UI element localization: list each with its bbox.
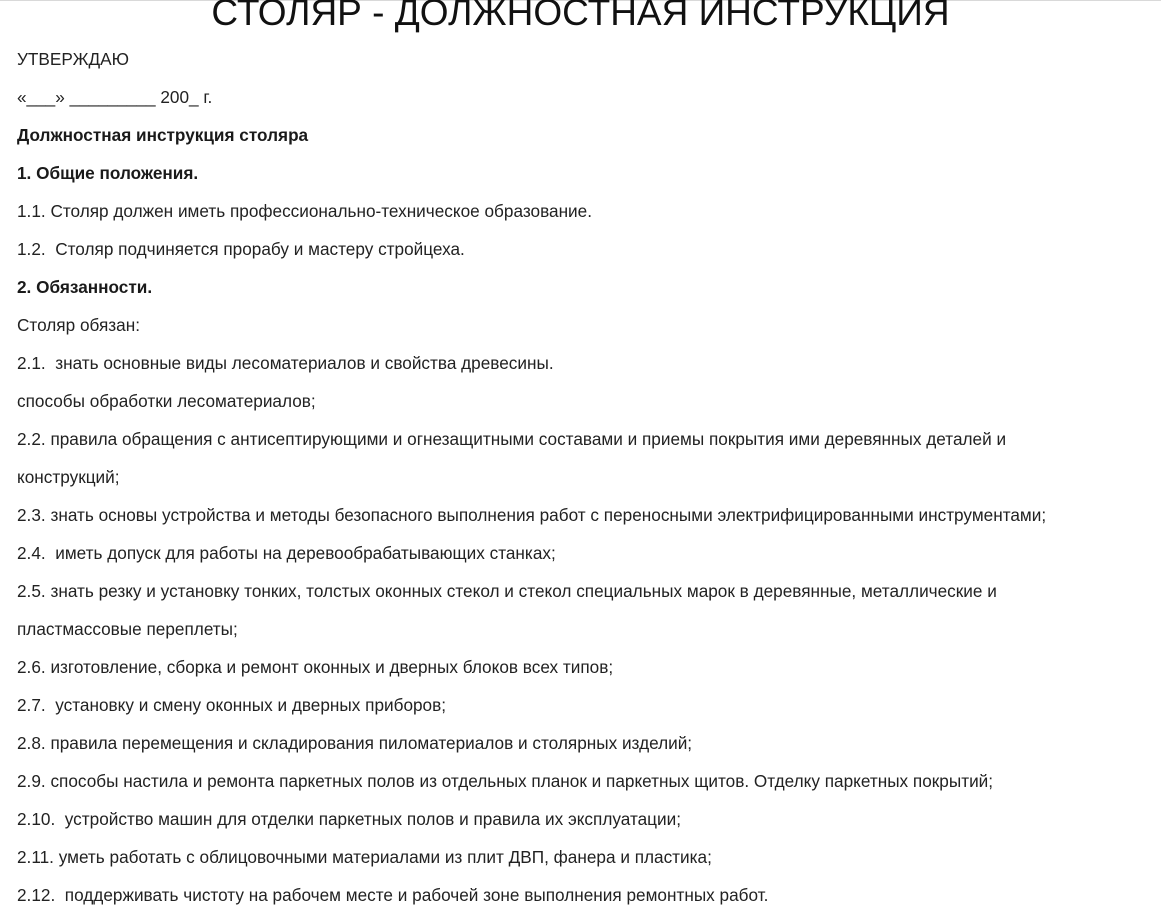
section-1-item: 1.1. Столяр должен иметь профессионально-техническое образование. — [17, 201, 592, 221]
section-2-line: пластмассовые переплеты; — [17, 619, 238, 639]
section-2-heading: 2. Обязанности. — [17, 277, 153, 297]
section-2-line: 2.9. способы настила и ремонта паркетных полов из отдельных планок и паркетных щитов. Отделку паркетных покрытий; — [17, 771, 994, 791]
section-2-line: 2.1. знать основные виды лесоматериалов и свойства древесины. — [17, 353, 554, 373]
page-title: СТОЛЯР - ДОЛЖНОСТНАЯ ИНСТРУКЦИЯ — [211, 0, 950, 33]
section-2-intro: Столяр обязан: — [17, 315, 140, 335]
section-2-line: конструкций; — [17, 467, 120, 487]
section-2-line: 2.6. изготовление, сборка и ремонт оконных и дверных блоков всех типов; — [17, 657, 614, 677]
section-2-line: 2.5. знать резку и установку тонких, толстых оконных стекол и стекол специальных марок в деревянные, металлические и — [17, 581, 997, 601]
section-2-line: 2.10. устройство машин для отделки паркетных полов и правила их эксплуатации; — [17, 809, 681, 829]
section-2-line: 2.8. правила перемещения и складирования пиломатериалов и столярных изделий; — [17, 733, 693, 753]
approve-label: УТВЕРЖДАЮ — [17, 49, 129, 69]
section-2-line: 2.12. поддерживать чистоту на рабочем месте и рабочей зоне выполнения ремонтных работ. — [17, 885, 769, 905]
section-1-heading: 1. Общие положения. — [17, 163, 199, 183]
section-2-line: способы обработки лесоматериалов; — [17, 391, 316, 411]
section-2-line: 2.3. знать основы устройства и методы безопасного выполнения работ с переносными электрифицированными инструментами; — [17, 505, 1047, 525]
section-2-line: 2.2. правила обращения с антисептирующими и огнезащитными составами и приемы покрытия ими деревянных деталей и — [17, 429, 1007, 449]
section-1-item: 1.2. Столяр подчиняется прорабу и мастеру стройцеха. — [17, 239, 465, 259]
section-2-line: 2.11. уметь работать с облицовочными материалами из плит ДВП, фанера и пластика; — [17, 847, 712, 867]
date-line: «___» _________ 200_ г. — [17, 87, 213, 107]
document-body — [17, 40, 1161, 914]
section-2-line: 2.4. иметь допуск для работы на деревообрабатывающих станках; — [17, 543, 556, 563]
document-heading: Должностная инструкция столяра — [17, 125, 309, 145]
section-2-line: 2.7. установку и смену оконных и дверных приборов; — [17, 695, 447, 715]
